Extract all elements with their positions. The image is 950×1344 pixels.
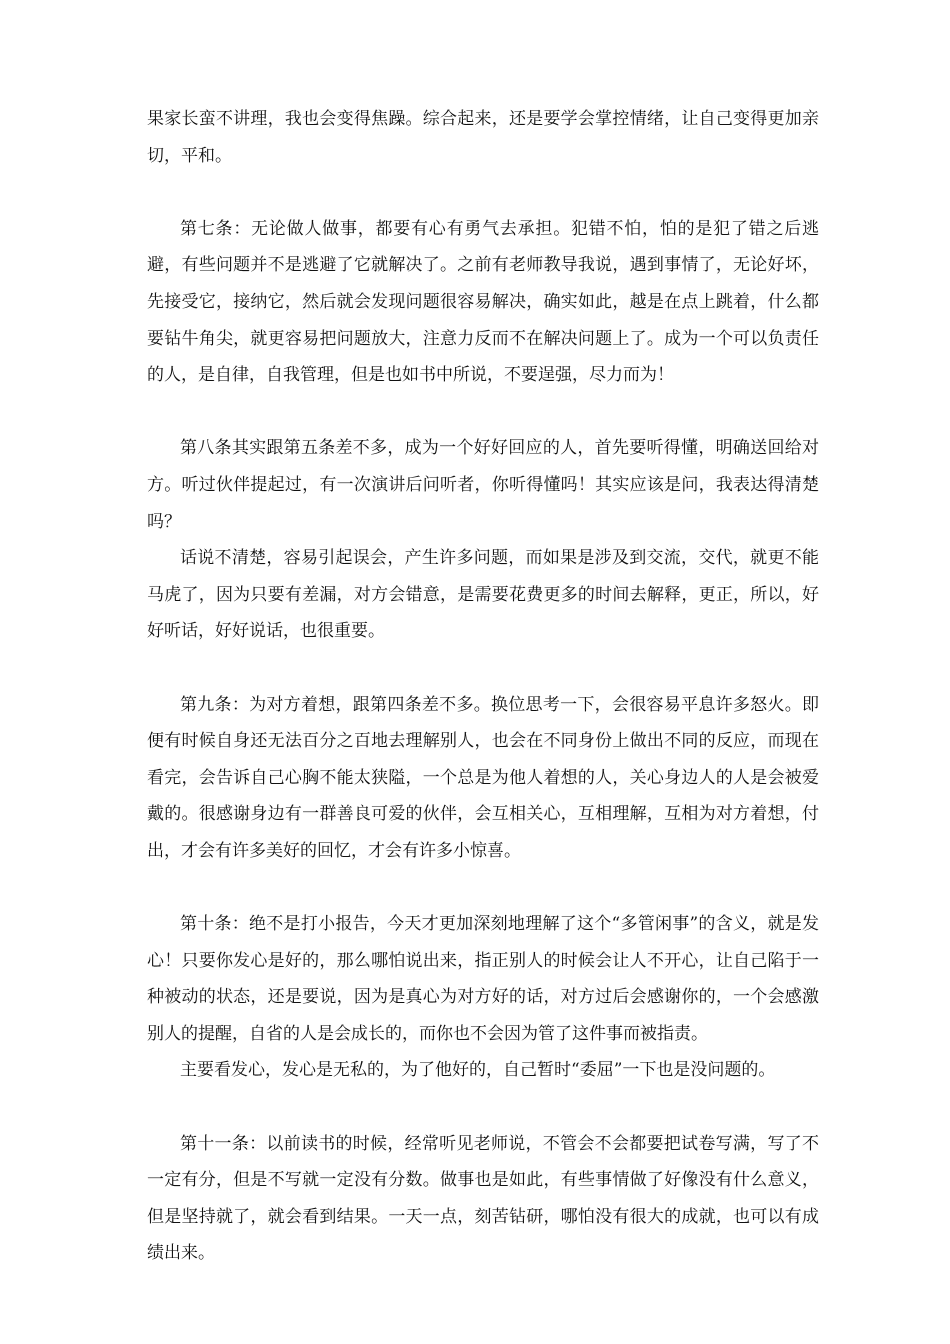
paragraph-gap: [147, 174, 819, 211]
paragraph-gap: [147, 869, 819, 906]
paragraph-rule-8: 第八条其实跟第五条差不多，成为一个好好回应的人，首先要听得懂，明确送回给对方。听过伙伴提起过，有一次演讲后问听者，你听得懂吗！其实应该是问，我表达得清楚吗？: [147, 438, 819, 532]
paragraph-rule-8-continued: 话说不清楚，容易引起误会，产生许多问题，而如果是涉及到交流，交代，就更不能马虎了，因为只要有差漏，对方会错意，是需要花费更多的时间去解释，更正，所以，好好听话，好好说话，也很重要。: [147, 548, 819, 642]
paragraph-gap: [147, 394, 819, 431]
paragraph-continuation: 果家长蛮不讲理，我也会变得焦躁。综合起来，还是要学会掌控情绪，让自己变得更加亲切，平和。: [147, 109, 819, 166]
paragraph-rule-11: 第十一条：以前读书的时候，经常听见老师说，不管会不会都要把试卷写满，写了不一定有分，但是不写就一定没有分数。做事也是如此，有些事情做了好像没有什么意义，但是坚持就了，就会看到结果。一天一点，刻苦钻研，哪怕没有很大的成就，也可以有成绩出来。: [147, 1133, 819, 1264]
paragraph-rule-10: 第十条：绝不是打小报告，今天才更加深刻地理解了这个“多管闲事”的含义，就是发心！只要你发心是好的，那么哪怕说出来，指正别人的时候会让人不开心，让自己陷于一种被动的状态，还是要说，因为是真心为对方好的话，对方过后会感谢你的，一个会感激别人的提醒，自省的人是会成长的，而你也不会因为管了这件事而被指责。: [147, 914, 819, 1044]
paragraph-rule-9: 第九条：为对方着想，跟第四条差不多。换位思考一下，会很容易平息许多怒火。即便有时候自身还无法百分之百地去理解别人，也会在不同身份上做出不同的反应，而现在看完，会告诉自己心胸不能太狭隘，一个总是为他人着想的人，关心身边人的人是会被爱戴的。很感谢身边有一群善良可爱的伙伴，会互相关心，互相理解，互相为对方着想，付出，才会有许多美好的回忆，才会有许多小惊喜。: [147, 694, 819, 861]
paragraph-rule-10-continued: 主要看发心，发心是无私的，为了他好的，自己暂时“委屈”一下也是没问题的。: [180, 1060, 776, 1081]
document-body: [147, 101, 819, 1272]
paragraph-gap: [147, 1089, 819, 1126]
paragraph-gap: [147, 650, 819, 687]
paragraph-rule-7: 第七条：无论做人做事，都要有心有勇气去承担。犯错不怕，怕的是犯了错之后逃避，有些问题并不是逃避了它就解决了。之前有老师教导我说，遇到事情了，无论好坏，先接受它，接纳它，然后就会发现问题很容易解决，确实如此，越是在点上跳着，什么都要钻牛角尖，就更容易把问题放大，注意力反而不在解决问题上了。成为一个可以负责任的人，是自律，自我管理，但是也如书中所说，不要逞强，尽力而为！: [147, 218, 819, 386]
